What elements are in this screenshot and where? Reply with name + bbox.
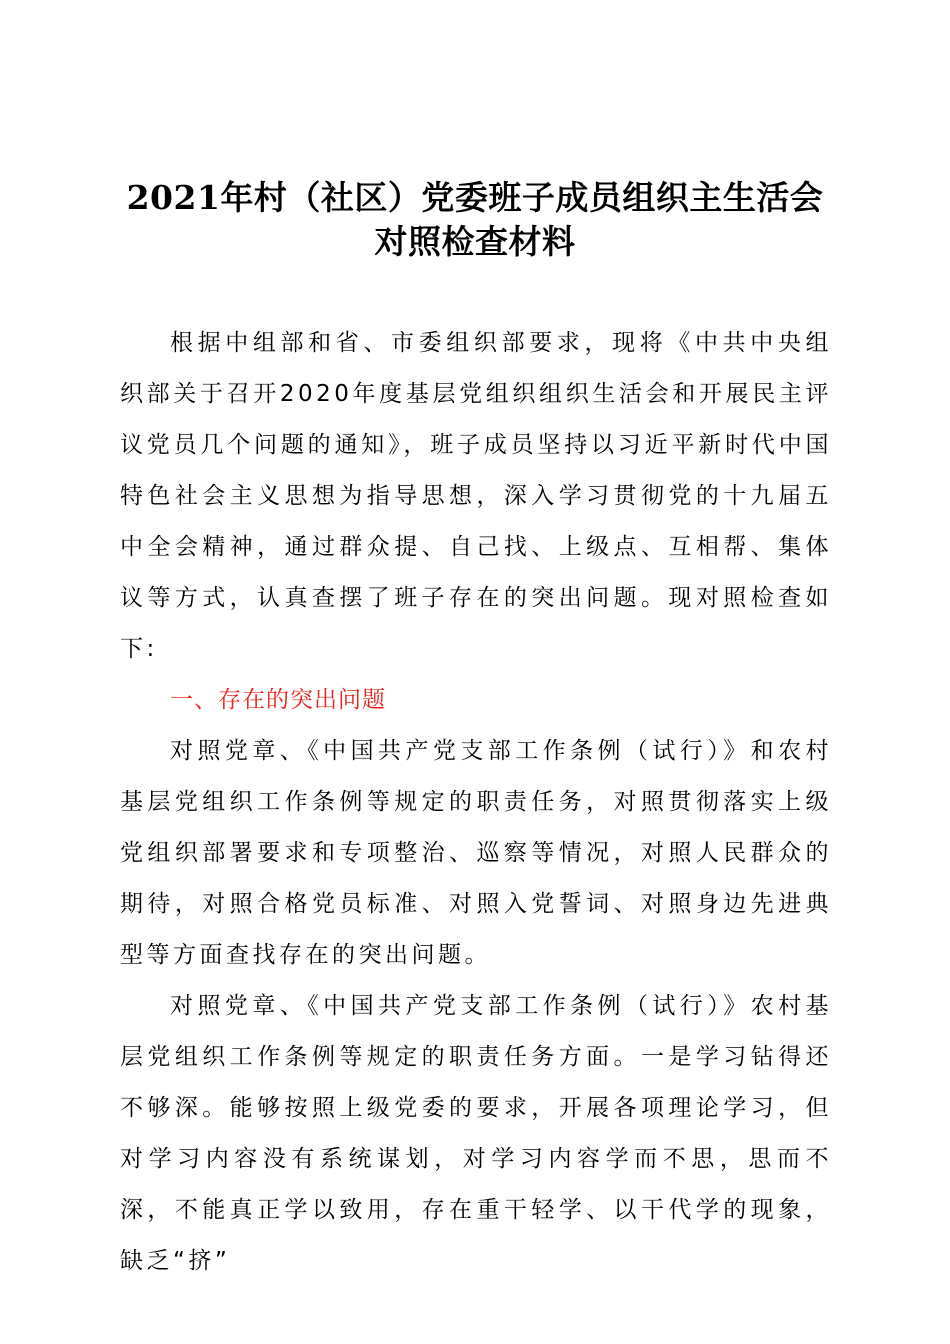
- document-title-line-1: 2021年村（社区）党委班子成员组织主生活会: [126, 178, 824, 217]
- paragraph-intro: 根据中组部和省、市委组织部要求，现将《中共中央组织部关于召开2020年度基层党组织组织生活会和开展民主评议党员几个问题的通知》，班子成员坚持以习近平新时代中国特色社会主义思想为指导思想，深入学习贯彻党的十九届五中全会精神，通过群众提、自己找、上级点、互相帮、集体议等方式，认真查摆了班子存在的突出问题。现对照检查如下:: [120, 330, 832, 662]
- document-body: [120, 318, 832, 1287]
- paragraph-check-scope: 对照党章、《中国共产党支部工作条例（试行）》和农村基层党组织工作条例等规定的职责任务，对照贯彻落实上级党组织部署要求和专项整治、巡察等情况，对照人民群众的期待，对照合格党员标准、对照入党誓词、对照身边先进典型等方面查找存在的突出问题。: [120, 738, 832, 968]
- paragraph-study-issue: 对照党章、《中国共产党支部工作条例（试行）》农村基层党组织工作条例等规定的职责任务方面。一是学习钻得还不够深。能够按照上级党委的要求，开展各项理论学习，但对学习内容没有系统谋划，对学习内容学而不思，思而不深，不能真正学以致用，存在重干轻学、以干代学的现象，缺乏“挤”: [120, 993, 832, 1274]
- section-heading-1: 一、存在的突出问题: [170, 687, 386, 713]
- document-title-line-2: 对照检查材料: [374, 222, 576, 261]
